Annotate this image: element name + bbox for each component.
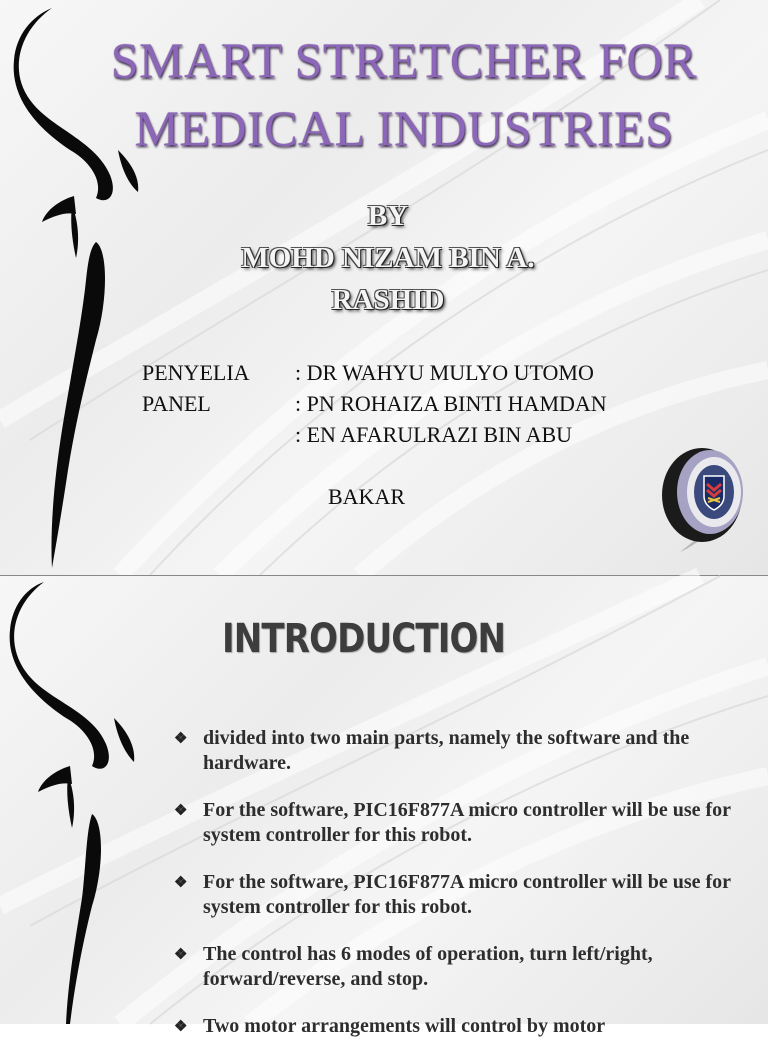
supervisor-row: [142, 357, 594, 388]
panel-row: [142, 388, 607, 419]
bullet-text: For the software, PIC16F877A micro controller will be use for system controller for this robot.: [203, 871, 731, 918]
list-item: [172, 942, 732, 992]
slide-title-line2: MEDICAL INDUSTRIES: [134, 100, 674, 156]
list-item: [172, 1014, 732, 1039]
bullet-text: Two motor arrangements will control by motor: [203, 1015, 606, 1037]
list-item: [172, 798, 732, 848]
diamond-bullet-icon: ❖: [174, 731, 188, 747]
diamond-bullet-icon: ❖: [174, 1019, 188, 1035]
university-crest-icon: [650, 440, 750, 560]
panel-value-3: BAKAR: [317, 484, 406, 509]
diamond-bullet-icon: ❖: [174, 803, 188, 819]
slide-title: INTRODUCTION: [222, 616, 506, 662]
panel-row-3: [142, 450, 405, 543]
slide-title-line1: SMART STRETCHER FOR: [110, 32, 698, 88]
list-item: [172, 726, 732, 776]
panel-label: PANEL: [142, 391, 211, 416]
supervisor-value: : DR WAHYU MULYO UTOMO: [295, 360, 594, 385]
bullet-list: [172, 726, 732, 1061]
panel-value: : PN ROHAIZA BINTI HAMDAN: [295, 391, 607, 416]
author-name-line2: RASHID: [331, 284, 445, 316]
list-item: [172, 870, 732, 920]
panel-row-2: [142, 419, 572, 450]
calligraphy-ornament-2: [0, 576, 150, 1024]
diamond-bullet-icon: ❖: [174, 947, 188, 963]
bullet-text: The control has 6 modes of operation, turn left/right, forward/reverse, and stop.: [203, 943, 653, 990]
diamond-bullet-icon: ❖: [174, 875, 188, 891]
supervisor-label: PENYELIA: [142, 360, 250, 385]
bullet-text: For the software, PIC16F877A micro controller will be use for system controller for this robot.: [203, 799, 731, 846]
panel-value-2: : EN AFARULRAZI BIN ABU: [295, 422, 573, 447]
introduction-slide: [0, 576, 768, 1037]
author-name-line1: MOHD NIZAM BIN A.: [241, 242, 535, 274]
by-label: BY: [367, 200, 409, 232]
bullet-text: divided into two main parts, namely the software and the hardware.: [203, 727, 690, 774]
